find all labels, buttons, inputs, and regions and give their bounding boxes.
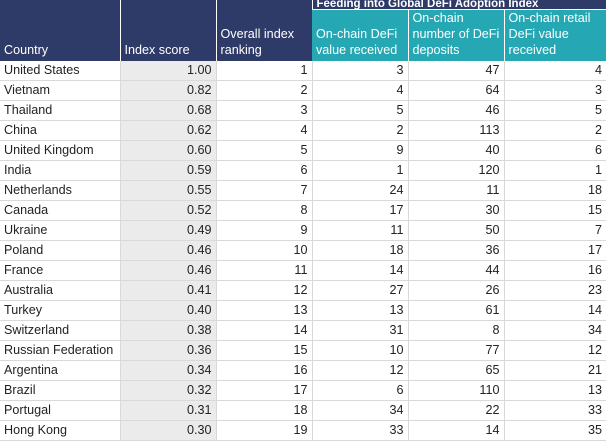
defi-value-cell: 6 (312, 381, 408, 401)
index-score-cell: 0.46 (120, 261, 216, 281)
retail-defi-value-cell: 35 (504, 421, 606, 441)
country-cell: Argentina (0, 361, 120, 381)
defi-value-cell: 13 (312, 301, 408, 321)
retail-defi-value-cell: 17 (504, 241, 606, 261)
defi-deposits-cell: 46 (408, 101, 504, 121)
index-score-cell: 0.40 (120, 301, 216, 321)
defi-value-cell: 2 (312, 121, 408, 141)
table-header (0, 0, 606, 61)
country-cell: Poland (0, 241, 120, 261)
defi-value-cell: 34 (312, 401, 408, 421)
country-cell: Netherlands (0, 181, 120, 201)
defi-deposits-cell: 110 (408, 381, 504, 401)
defi-value-cell: 11 (312, 221, 408, 241)
ranking-cell: 1 (216, 61, 312, 81)
defi-value-cell: 4 (312, 81, 408, 101)
retail-defi-value-cell: 6 (504, 141, 606, 161)
index-score-cell: 0.36 (120, 341, 216, 361)
country-cell: United States (0, 61, 120, 81)
defi-deposits-cell: 14 (408, 421, 504, 441)
ranking-cell: 13 (216, 301, 312, 321)
index-score-cell: 0.41 (120, 281, 216, 301)
retail-defi-value-cell: 1 (504, 161, 606, 181)
ranking-cell: 8 (216, 201, 312, 221)
column-header-retail-defi-value: On-chain retail DeFi value received (504, 10, 606, 62)
country-cell: Turkey (0, 301, 120, 321)
table-row (0, 81, 606, 101)
defi-deposits-cell: 44 (408, 261, 504, 281)
ranking-cell: 10 (216, 241, 312, 261)
ranking-cell: 2 (216, 81, 312, 101)
ranking-cell: 19 (216, 421, 312, 441)
index-score-cell: 0.55 (120, 181, 216, 201)
ranking-cell: 6 (216, 161, 312, 181)
index-score-cell: 1.00 (120, 61, 216, 81)
table-row (0, 221, 606, 241)
index-score-cell: 0.30 (120, 421, 216, 441)
table-row (0, 61, 606, 81)
column-header-index-score: Index score (120, 0, 216, 61)
defi-deposits-cell: 11 (408, 181, 504, 201)
defi-deposits-cell: 40 (408, 141, 504, 161)
retail-defi-value-cell: 4 (504, 61, 606, 81)
defi-value-cell: 24 (312, 181, 408, 201)
country-cell: Canada (0, 201, 120, 221)
defi-deposits-cell: 36 (408, 241, 504, 261)
ranking-cell: 12 (216, 281, 312, 301)
defi-value-cell: 12 (312, 361, 408, 381)
table-row (0, 281, 606, 301)
table-row (0, 121, 606, 141)
table-body (0, 61, 606, 441)
country-cell: Switzerland (0, 321, 120, 341)
index-score-cell: 0.59 (120, 161, 216, 181)
ranking-cell: 11 (216, 261, 312, 281)
defi-deposits-cell: 8 (408, 321, 504, 341)
table-row (0, 161, 606, 181)
country-cell: Vietnam (0, 81, 120, 101)
ranking-cell: 9 (216, 221, 312, 241)
country-cell: China (0, 121, 120, 141)
retail-defi-value-cell: 7 (504, 221, 606, 241)
index-score-cell: 0.52 (120, 201, 216, 221)
retail-defi-value-cell: 33 (504, 401, 606, 421)
index-score-cell: 0.68 (120, 101, 216, 121)
defi-deposits-cell: 30 (408, 201, 504, 221)
index-score-cell: 0.31 (120, 401, 216, 421)
index-score-cell: 0.49 (120, 221, 216, 241)
table-row (0, 421, 606, 441)
retail-defi-value-cell: 14 (504, 301, 606, 321)
country-cell: Brazil (0, 381, 120, 401)
table-row (0, 361, 606, 381)
table-row (0, 201, 606, 221)
defi-value-cell: 33 (312, 421, 408, 441)
retail-defi-value-cell: 18 (504, 181, 606, 201)
defi-value-cell: 14 (312, 261, 408, 281)
table-row (0, 341, 606, 361)
index-score-cell: 0.46 (120, 241, 216, 261)
retail-defi-value-cell: 3 (504, 81, 606, 101)
defi-deposits-cell: 113 (408, 121, 504, 141)
retail-defi-value-cell: 16 (504, 261, 606, 281)
defi-deposits-cell: 64 (408, 81, 504, 101)
defi-deposits-cell: 26 (408, 281, 504, 301)
defi-value-cell: 27 (312, 281, 408, 301)
index-score-cell: 0.62 (120, 121, 216, 141)
ranking-cell: 7 (216, 181, 312, 201)
country-cell: Portugal (0, 401, 120, 421)
ranking-cell: 15 (216, 341, 312, 361)
retail-defi-value-cell: 2 (504, 121, 606, 141)
table-row (0, 101, 606, 121)
defi-value-cell: 1 (312, 161, 408, 181)
defi-deposits-cell: 120 (408, 161, 504, 181)
defi-value-cell: 10 (312, 341, 408, 361)
column-group-header: Feeding into Global DeFi Adoption Index (312, 0, 606, 10)
defi-deposits-cell: 22 (408, 401, 504, 421)
country-cell: India (0, 161, 120, 181)
retail-defi-value-cell: 12 (504, 341, 606, 361)
index-score-cell: 0.38 (120, 321, 216, 341)
ranking-cell: 4 (216, 121, 312, 141)
country-cell: Ukraine (0, 221, 120, 241)
table-row (0, 301, 606, 321)
index-score-cell: 0.32 (120, 381, 216, 401)
column-header-overall-ranking: Overall index ranking (216, 0, 312, 61)
ranking-cell: 3 (216, 101, 312, 121)
defi-value-cell: 5 (312, 101, 408, 121)
country-cell: Hong Kong (0, 421, 120, 441)
country-cell: Thailand (0, 101, 120, 121)
defi-deposits-cell: 65 (408, 361, 504, 381)
defi-deposits-cell: 47 (408, 61, 504, 81)
ranking-cell: 14 (216, 321, 312, 341)
index-score-cell: 0.60 (120, 141, 216, 161)
table-row (0, 321, 606, 341)
table-row (0, 141, 606, 161)
ranking-cell: 17 (216, 381, 312, 401)
ranking-cell: 16 (216, 361, 312, 381)
retail-defi-value-cell: 23 (504, 281, 606, 301)
defi-deposits-cell: 77 (408, 341, 504, 361)
retail-defi-value-cell: 21 (504, 361, 606, 381)
index-score-cell: 0.82 (120, 81, 216, 101)
ranking-cell: 5 (216, 141, 312, 161)
retail-defi-value-cell: 5 (504, 101, 606, 121)
column-header-defi-value-received: On-chain DeFi value received (312, 10, 408, 62)
defi-value-cell: 9 (312, 141, 408, 161)
ranking-cell: 18 (216, 401, 312, 421)
defi-value-cell: 18 (312, 241, 408, 261)
country-cell: France (0, 261, 120, 281)
table-row (0, 181, 606, 201)
index-score-cell: 0.34 (120, 361, 216, 381)
retail-defi-value-cell: 34 (504, 321, 606, 341)
table-row (0, 381, 606, 401)
column-header-defi-deposits: On-chain number of DeFi deposits (408, 10, 504, 62)
retail-defi-value-cell: 13 (504, 381, 606, 401)
country-cell: Russian Federation (0, 341, 120, 361)
table-row (0, 401, 606, 421)
retail-defi-value-cell: 15 (504, 201, 606, 221)
country-cell: United Kingdom (0, 141, 120, 161)
defi-value-cell: 3 (312, 61, 408, 81)
country-cell: Australia (0, 281, 120, 301)
table-row (0, 241, 606, 261)
table-row (0, 261, 606, 281)
defi-deposits-cell: 50 (408, 221, 504, 241)
defi-value-cell: 17 (312, 201, 408, 221)
defi-value-cell: 31 (312, 321, 408, 341)
column-header-country: Country (0, 0, 120, 61)
defi-deposits-cell: 61 (408, 301, 504, 321)
